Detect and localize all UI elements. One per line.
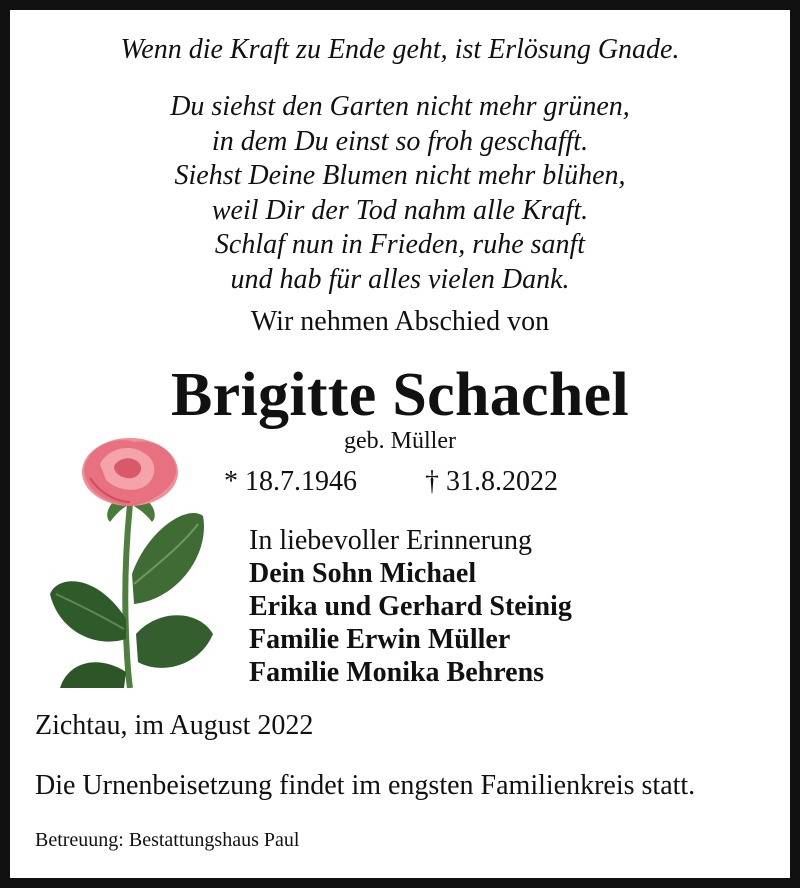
mourners-block xyxy=(249,524,572,689)
mourner: Familie Monika Behrens xyxy=(249,657,545,688)
mourner: Familie Erwin Müller xyxy=(249,624,511,655)
death-date: † 31.8.2022 xyxy=(425,466,558,497)
farewell-intro: Wir nehmen Abschied von xyxy=(250,306,550,337)
mourner: Erika und Gerhard Steinig xyxy=(249,591,572,622)
maiden-name: geb. Müller xyxy=(344,428,456,454)
rose-icon xyxy=(38,434,218,688)
birth-date: * 18.7.1946 xyxy=(224,466,357,497)
poem-line: weil Dir der Tod nahm alle Kraft. xyxy=(211,194,589,226)
obituary-card xyxy=(10,10,790,878)
poem xyxy=(10,90,790,297)
mourners-heading: In liebevoller Erinnerung xyxy=(249,525,533,556)
poem-line: Du siehst den Garten nicht mehr grünen, xyxy=(170,91,630,122)
mourner: Dein Sohn Michael xyxy=(249,558,477,589)
poem-line: in dem Du einst so froh geschafft. xyxy=(211,125,589,157)
deceased-name: Brigitte Schachel xyxy=(171,361,629,429)
place-date: Zichtau, im August 2022 xyxy=(35,710,314,741)
poem-line: und hab für alles vielen Dank. xyxy=(230,263,570,295)
urn-note: Die Urnenbeisetzung findet im engsten Familienkreis statt. xyxy=(35,770,696,801)
motto: Wenn die Kraft zu Ende geht, ist Erlösung Gnade. xyxy=(120,34,680,65)
poem-line: Schlaf nun in Frieden, ruhe sanft xyxy=(214,229,586,260)
undertaker: Betreuung: Bestattungshaus Paul xyxy=(35,829,300,851)
poem-line: Siehst Deine Blumen nicht mehr blühen, xyxy=(174,160,626,191)
